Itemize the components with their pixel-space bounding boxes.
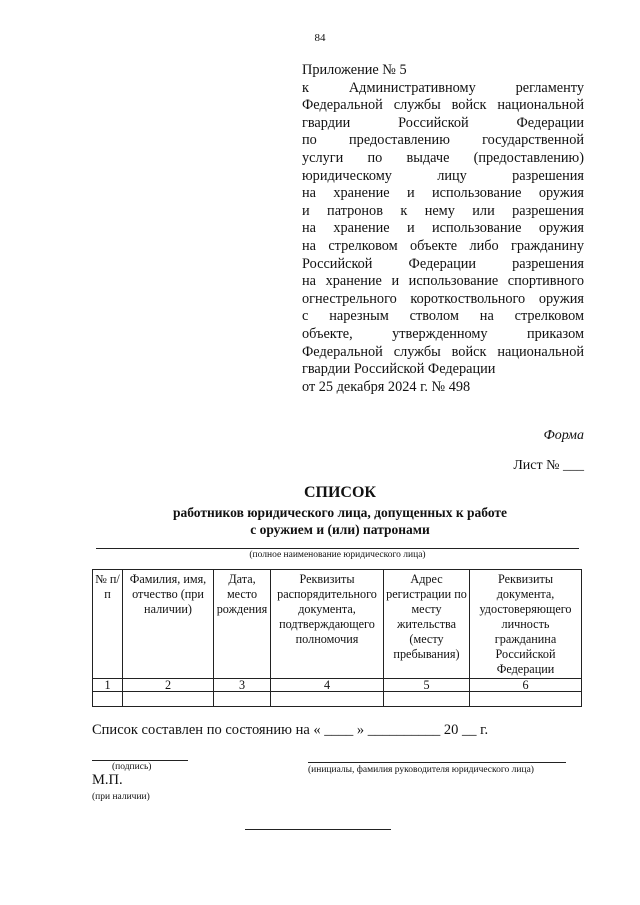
- appendix-line: объекте, утвержденному приказом: [302, 325, 584, 342]
- column-number: 3: [214, 679, 271, 692]
- column-header-address: Адрес регистрации по месту жительства (месту пребывания): [384, 570, 470, 679]
- column-number: 2: [123, 679, 214, 692]
- column-header-id-document: Реквизиты документа, удостоверяющего личность гражданина Российской Федерации: [470, 570, 582, 679]
- appendix-line: на стрелковом объекте либо гражданину: [302, 237, 584, 254]
- subtitle-line: с оружием и (или) патронами: [250, 522, 430, 537]
- appendix-line: услуги по выдаче (предоставлению): [302, 149, 584, 166]
- compiled-date-line: Список составлен по состоянию на « ____ » __________ 20 __ г.: [92, 722, 489, 738]
- table-cell: [271, 692, 384, 707]
- table-cell: [123, 692, 214, 707]
- appendix-line: юридическому лицу разрешения: [302, 167, 584, 184]
- appendix-line: к Административному регламенту: [302, 79, 584, 96]
- bottom-divider: [245, 829, 391, 830]
- company-name-caption: (полное наименование юридического лица): [249, 550, 426, 560]
- document-subtitle: [60, 504, 620, 538]
- signature-line: [92, 760, 188, 761]
- column-header-order-details: Реквизиты распорядительного документа, подтверждающего полномочия: [271, 570, 384, 679]
- appendix-line: огнестрельного короткоствольного оружия: [302, 290, 584, 307]
- table-cell: [214, 692, 271, 707]
- column-number: 4: [271, 679, 384, 692]
- stamp-label: М.П.: [92, 772, 123, 788]
- column-header-full-name: Фамилия, имя, отчество (при наличии): [123, 570, 214, 679]
- table-cell: [470, 692, 582, 707]
- appendix-line: на хранение и использование оружия: [302, 220, 584, 237]
- document-title: СПИСОК: [303, 484, 377, 501]
- appendix-line: Российской Федерации разрешения: [302, 255, 584, 272]
- appendix-block: [302, 62, 584, 396]
- table-row: [93, 692, 582, 707]
- sheet-number-label: Лист № ___: [513, 458, 584, 473]
- appendix-heading: Приложение № 5: [302, 62, 407, 78]
- appendix-last-line: гвардии Российской Федерации: [302, 361, 496, 378]
- appendix-line: по предоставлению государственной: [302, 132, 584, 149]
- appendix-line: Федеральной службы войск национальной: [302, 343, 584, 360]
- appendix-line: гвардии Российской Федерации: [302, 114, 584, 131]
- company-name-line: [96, 548, 579, 549]
- appendix-line: на хранение и использование оружия: [302, 185, 584, 202]
- appendix-line: и патронов к нему или разрешения: [302, 202, 584, 219]
- column-number: 5: [384, 679, 470, 692]
- appendix-date-line: от 25 декабря 2024 г. № 498: [302, 378, 471, 395]
- column-number: 6: [470, 679, 582, 692]
- table-header-row: [93, 570, 582, 679]
- head-name-caption: (инициалы, фамилия руководителя юридического лица): [308, 765, 534, 775]
- appendix-line: с нарезным стволом на стрелковом: [302, 308, 584, 325]
- column-number: 1: [93, 679, 123, 692]
- table-cell: [384, 692, 470, 707]
- appendix-line: на хранение и использование спортивного: [302, 273, 584, 290]
- signature-caption: (подпись): [112, 762, 152, 772]
- appendix-line: Федеральной службы войск национальной: [302, 97, 584, 114]
- column-number-row: [93, 679, 582, 692]
- column-header-birth: Дата, место рождения: [214, 570, 271, 679]
- form-label: Форма: [543, 428, 584, 443]
- table-cell: [93, 692, 123, 707]
- page-number: 84: [314, 32, 326, 44]
- head-name-line: [308, 762, 566, 763]
- employees-table: [92, 569, 582, 707]
- subtitle-line: работников юридического лица, допущенных к работе: [172, 505, 508, 520]
- column-header-number: № п/п: [93, 570, 123, 679]
- stamp-note: (при наличии): [92, 792, 150, 802]
